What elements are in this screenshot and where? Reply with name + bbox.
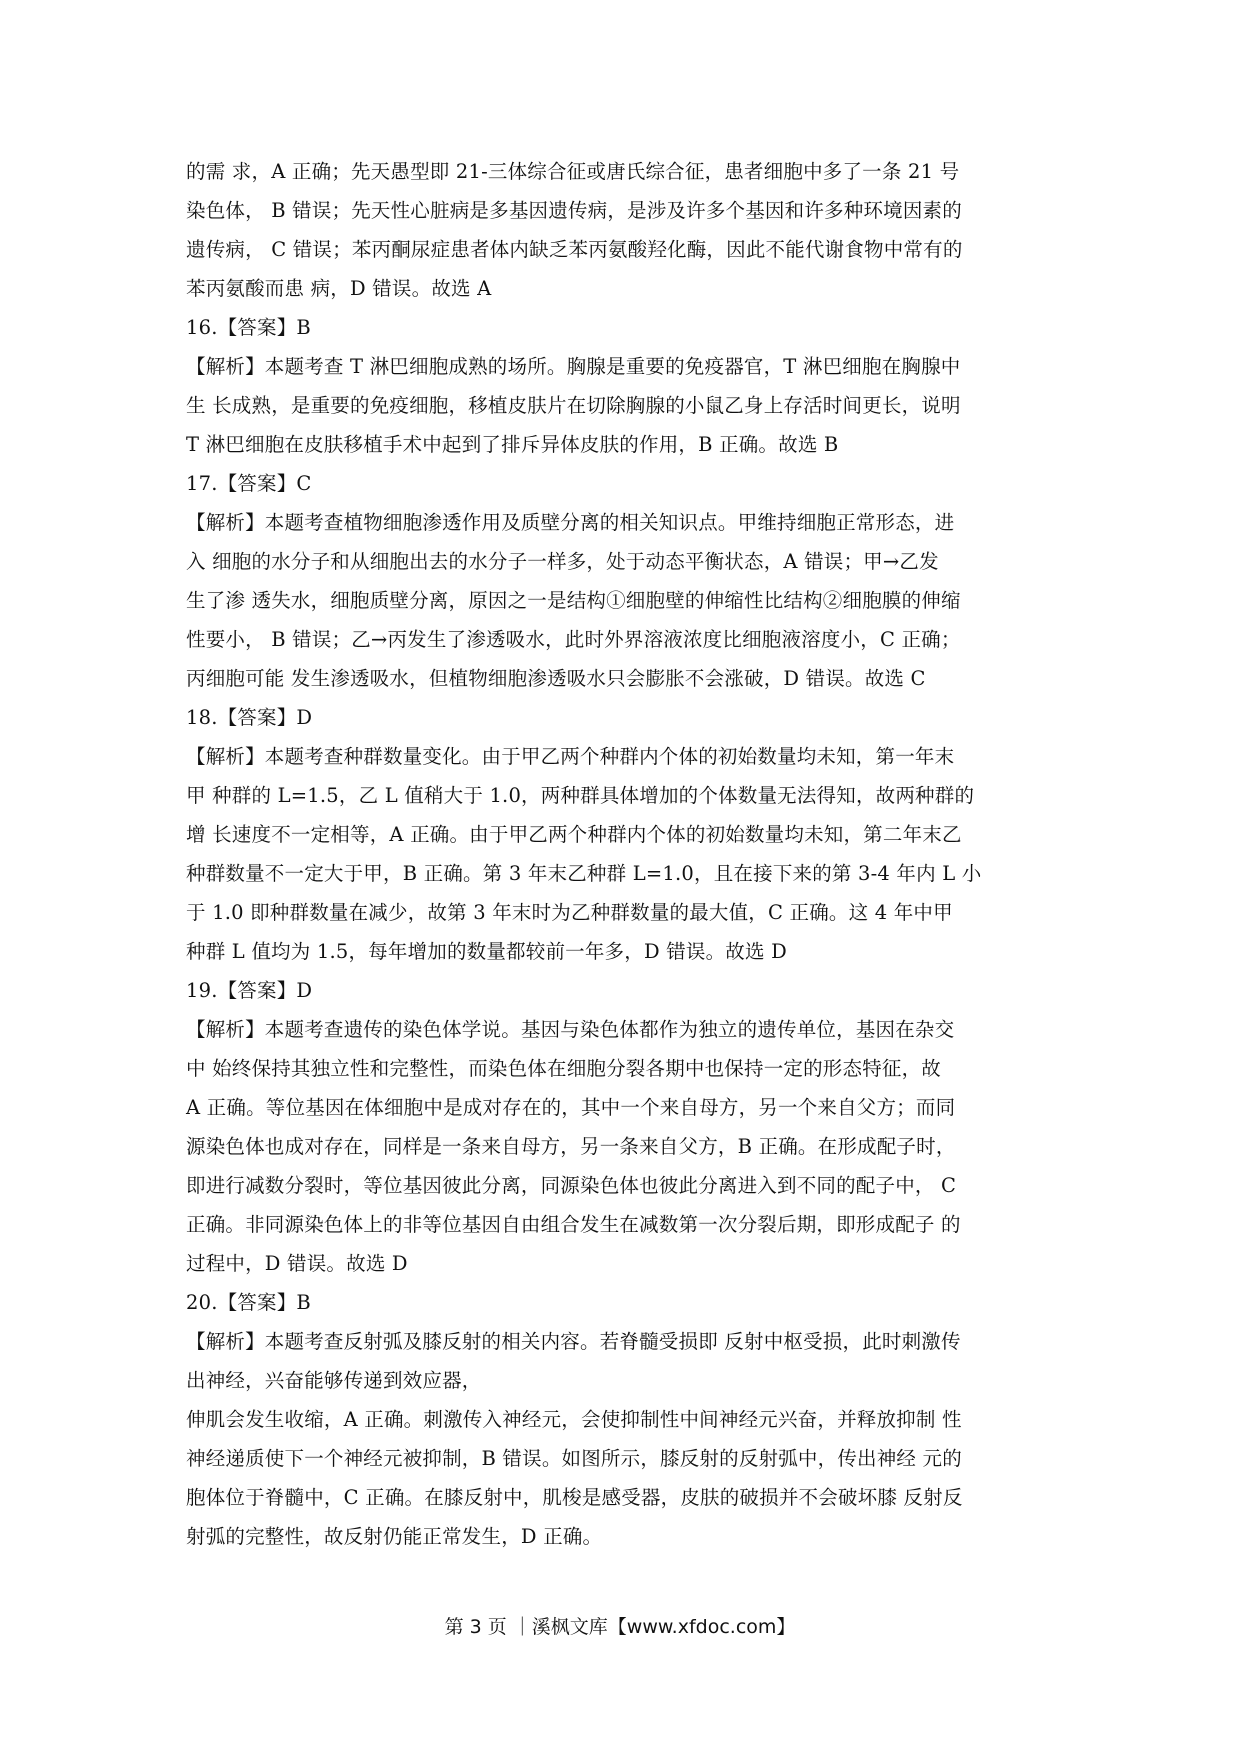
text-line: 【解析】本题考查种群数量变化。由于甲乙两个种群内个体的初始数量均未知，第一年末 <box>186 745 955 768</box>
text-line: 遗传病， C 错误；苯丙酮尿症患者体内缺乏苯丙氨酸羟化酶，因此不能代谢食物中常有的 <box>186 238 963 261</box>
text-line: 正确。非同源染色体上的非等位基因自由组合发生在减数第一次分裂后期，即形成配子 的 <box>186 1213 961 1236</box>
text-line: 【解析】本题考查植物细胞渗透作用及质壁分离的相关知识点。甲维持细胞正常形态，进 <box>186 511 955 534</box>
text-line: 【解析】本题考查反射弧及膝反射的相关内容。若脊髓受损即 反射中枢受损，此时刺激传 <box>186 1330 961 1353</box>
text-line: 源染色体也成对存在，同样是一条来自母方，另一条来自父方，B 正确。在形成配子时， <box>186 1135 956 1158</box>
text-line: 种群数量不一定大于甲，B 正确。第 3 年末乙种群 L=1.0，且在接下来的第 3-4 年内 L 小 <box>186 862 982 885</box>
text-line: 【解析】本题考查遗传的染色体学说。基因与染色体都作为独立的遗传单位，基因在杂交 <box>186 1018 955 1041</box>
text-line: 性要小， B 错误；乙→丙发生了渗透吸水，此时外界溶液浓度比细胞液溶度小，C 正确； <box>186 628 961 651</box>
text-line: 增 长速度不一定相等，A 正确。由于甲乙两个种群内个体的初始数量均未知，第二年末乙 <box>186 823 962 846</box>
text-line: 种群 L 值均为 1.5，每年增加的数量都较前一年多，D 错误。故选 D <box>186 940 787 963</box>
page-footer: 第 3 页 ｜溪枫文库【www.xfdoc.com】 <box>444 1616 796 1638</box>
text-line: 于 1.0 即种群数量在减少，故第 3 年末时为乙种群数量的最大值，C 正确。这 4 年中甲 <box>186 901 953 924</box>
text-line: 甲 种群的 L=1.5，乙 L 值稍大于 1.0，两种群具体增加的个体数量无法得知，故两种群的 <box>186 784 975 807</box>
text-line: 17.【答案】C <box>186 472 312 495</box>
text-line: 苯丙氨酸而患 病，D 错误。故选 A <box>186 277 492 300</box>
text-line: 伸肌会发生收缩，A 正确。刺激传入神经元，会使抑制性中间神经元兴奋，并释放抑制 性 <box>186 1408 962 1431</box>
text-line: 入 细胞的水分子和从细胞出去的水分子一样多，处于动态平衡状态，A 错误；甲→乙发 <box>186 550 939 573</box>
text-line: 16.【答案】B <box>186 316 311 339</box>
text-line: 20.【答案】B <box>186 1291 311 1314</box>
document-body <box>186 152 1054 1556</box>
text-line: T 淋巴细胞在皮肤移植手术中起到了排斥异体皮肤的作用，B 正确。故选 B <box>186 433 839 456</box>
text-line: 过程中，D 错误。故选 D <box>186 1252 408 1275</box>
text-line: 染色体， B 错误；先天性心脏病是多基因遗传病，是涉及许多个基因和许多种环境因素的 <box>186 199 962 222</box>
text-line: 中 始终保持其独立性和完整性，而染色体在细胞分裂各期中也保持一定的形态特征，故 <box>186 1057 941 1080</box>
text-line: 19.【答案】D <box>186 979 313 1002</box>
text-line: 的需 求，A 正确；先天愚型即 21-三体综合征或唐氏综合征，患者细胞中多了一条 21 号 <box>186 160 960 183</box>
text-line: 【解析】本题考查 T 淋巴细胞成熟的场所。胸腺是重要的免疫器官，T 淋巴细胞在胸腺中 <box>186 355 961 378</box>
text-line: 丙细胞可能 发生渗透吸水，但植物细胞渗透吸水只会膨胀不会涨破，D 错误。故选 C <box>186 667 926 690</box>
text-line: 生 长成熟，是重要的免疫细胞，移植皮肤片在切除胸腺的小鼠乙身上存活时间更长，说明 <box>186 394 961 417</box>
text-line: 神经递质使下一个神经元被抑制，B 错误。如图所示，膝反射的反射弧中，传出神经 元的 <box>186 1447 962 1470</box>
text-line: 射弧的完整性，故反射仍能正常发生，D 正确。 <box>186 1525 603 1548</box>
text-line: 生了渗 透失水，细胞质壁分离，原因之一是结构①细胞壁的伸缩性比结构②细胞膜的伸缩 <box>186 589 961 612</box>
text-line: 即进行减数分裂时，等位基因彼此分离，同源染色体也彼此分离进入到不同的配子中， C <box>186 1174 957 1197</box>
text-line: A 正确。等位基因在体细胞中是成对存在的，其中一个来自母方，另一个来自父方；而同 <box>186 1096 956 1119</box>
text-line: 18.【答案】D <box>186 706 313 729</box>
text-line: 出神经，兴奋能够传递到效应器， <box>186 1369 482 1392</box>
text-line: 胞体位于脊髓中，C 正确。在膝反射中，肌梭是感受器，皮肤的破损并不会破坏膝 反射反 <box>186 1486 963 1509</box>
